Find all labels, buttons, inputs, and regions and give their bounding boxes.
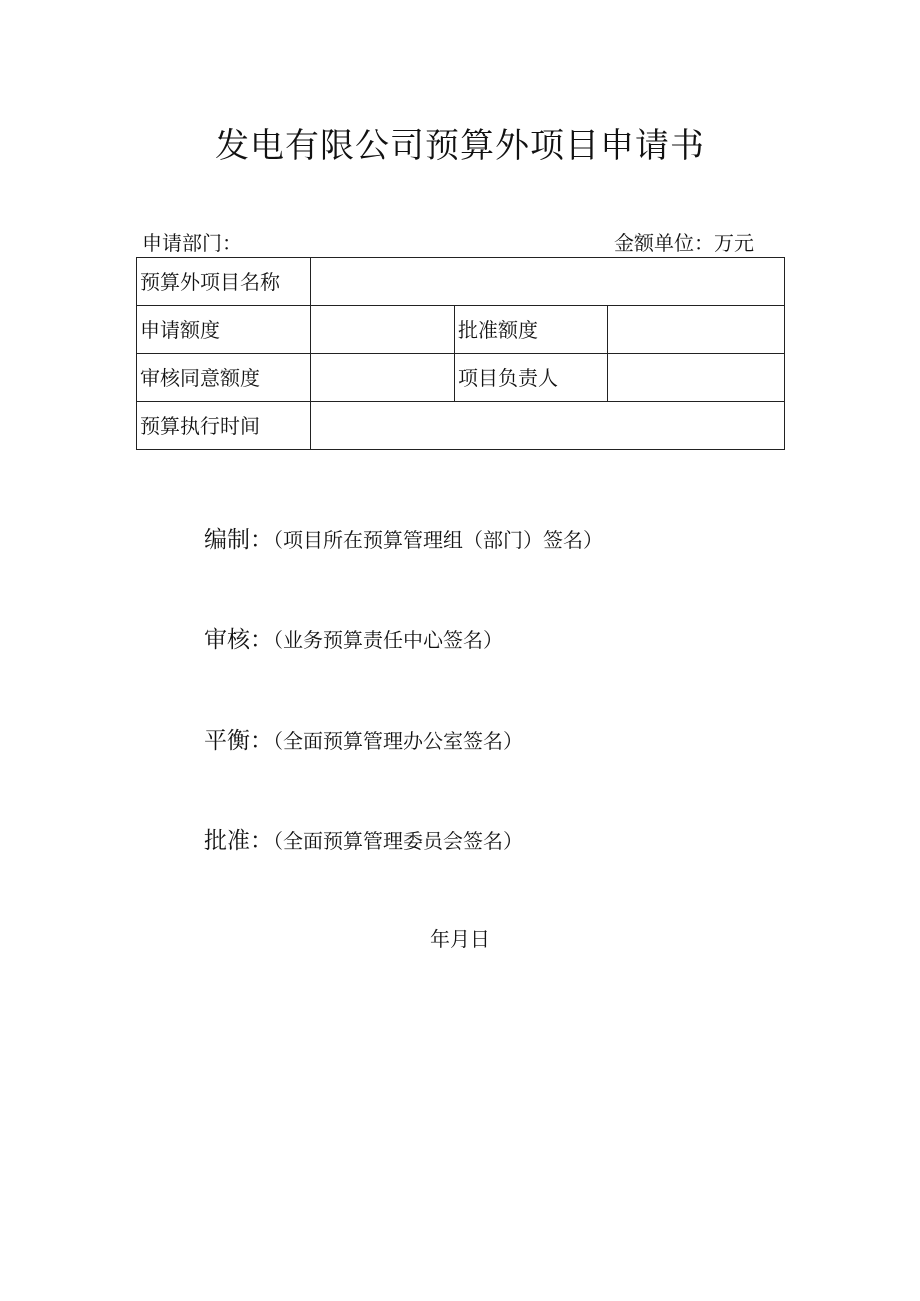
table-row (137, 258, 785, 306)
project-name-field[interactable] (311, 258, 785, 306)
approved-amount-label: 批准额度 (455, 306, 608, 354)
table-row (137, 354, 785, 402)
signature-note: （项目所在预算管理组（部门）签名） (273, 528, 603, 552)
application-form-table (136, 257, 785, 450)
project-lead-field[interactable] (608, 354, 785, 402)
table-row (137, 402, 785, 450)
signature-note: （全面预算管理委员会签名） (273, 829, 523, 853)
execution-time-label: 预算执行时间 (137, 402, 311, 450)
signature-line-prepare (204, 526, 603, 554)
signature-note: （业务预算责任中心签名） (273, 628, 503, 652)
signature-line-balance (204, 727, 523, 755)
signature-note: （全面预算管理办公室签名） (273, 729, 523, 753)
signature-line-approve (204, 827, 523, 855)
signature-label: 审核： (204, 627, 273, 653)
project-lead-label: 项目负责人 (455, 354, 608, 402)
signature-label: 批准： (204, 828, 273, 854)
date-line: 年月日 (430, 927, 490, 951)
requested-amount-field[interactable] (311, 306, 455, 354)
amount-unit-label: 金额单位：万元 (614, 231, 754, 255)
reviewed-amount-field[interactable] (311, 354, 455, 402)
reviewed-amount-label: 审核同意额度 (137, 354, 311, 402)
table-row (137, 306, 785, 354)
approved-amount-field[interactable] (608, 306, 785, 354)
signature-label: 平衡： (204, 728, 273, 754)
document-title: 发电有限公司预算外项目申请书 (215, 126, 705, 166)
project-name-label: 预算外项目名称 (137, 258, 311, 306)
applicant-dept-label: 申请部门： (142, 231, 242, 255)
signature-label: 编制： (204, 527, 273, 553)
requested-amount-label: 申请额度 (137, 306, 311, 354)
signature-line-review (204, 626, 503, 654)
execution-time-field[interactable] (311, 402, 785, 450)
